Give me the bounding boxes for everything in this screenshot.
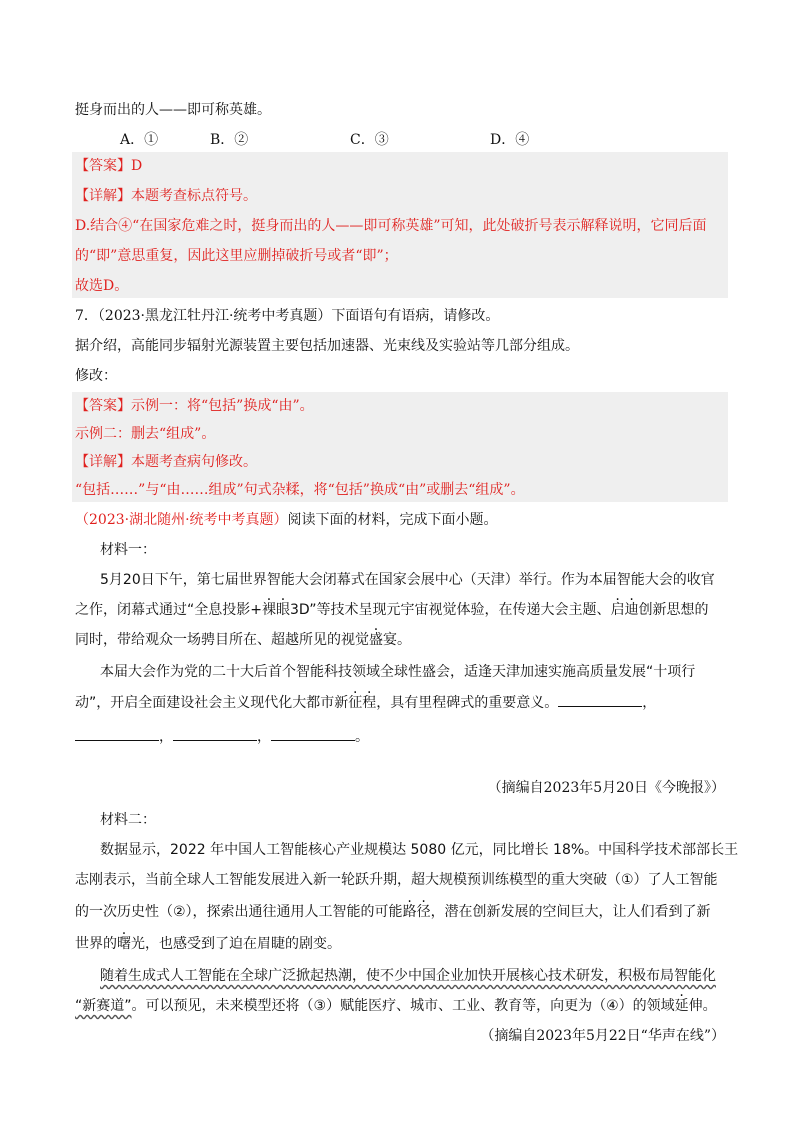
q7-answer-1: 【答案】示例一：将“包括”换成“由”。 [75,398,314,414]
q8-intro [75,510,498,530]
dotted-char: 径 [416,904,431,920]
text-span: ，具有里程碑式的重要意义。 [376,695,559,711]
text-span: ， [257,729,271,745]
text-span: 光，也感受到了迫在眉睫的剧变。 [131,936,341,952]
material-1-p1-line-3 [75,630,411,650]
answer-blank[interactable] [75,726,159,741]
material-1-p1-line-1: 5月20日下午，第七届世界智能大会闭幕式在国家会展中心（天津）举行。作为本届智能大会的收官 [100,572,715,588]
answer-blank[interactable] [173,726,257,741]
q8-instruction: 阅读下面的材料，完成下面小题。 [287,512,498,528]
q6-option-b: B．② [210,132,249,148]
text-span: 世界的 [75,936,117,952]
dotted-char: 延 [674,998,689,1014]
text-span: 同时，带给观众一场 [75,632,201,648]
text-span: 伸。 [688,998,717,1014]
text-span: ， [642,695,657,711]
q7-answer-2: 示例二：删去“组成”。 [75,426,216,442]
material-2-source: （摘编自2023年5月22日“华声在线”） [480,1028,725,1044]
answer-blank[interactable] [558,692,642,707]
q6-detail-line-1: D.结合④“在国家危难之时，挺身而出的人——即可称英雄”可知，此处破折号表示解释说明，它同后面 [75,218,707,234]
q6-detail-line-3: 故选D。 [75,278,129,294]
material-2-p2-line-2 [75,996,717,1016]
material-1-p1-line-2 [75,600,709,620]
wavy-underlined-text: 随着生成式人工智能在全球广泛掀起热潮，使不少中国企业加快开展核心技术研发，积极布局智能化 [100,968,716,984]
text-span: 宴。 [383,632,411,648]
material-2-p1-line-3 [75,902,711,922]
q6-option-a: A．① [120,132,159,148]
material-2-p1-line-1: 数据显示，2022 年中国人工智能核心产业规模达 5080 亿元，同比增长 18%。中国科学技术部部长王 [100,842,739,858]
text-span: 。 [355,729,369,745]
text-span: ， [159,729,173,745]
material-2-p2-line-1 [100,966,716,986]
q6-option-d: D．④ [490,132,530,148]
text-span: 。可以预见，未来模型还将（③）赋能医疗、城市、工业、教育等，向更为（④）的领域 [131,998,675,1014]
material-2-p1-line-4 [75,934,341,954]
answer-blank[interactable] [271,726,355,741]
text-span: 之作，闭幕式通过“全息投影+ [75,602,262,618]
dotted-char: 眼 [275,602,290,618]
wavy-underlined-text: “新赛道” [75,998,132,1014]
dotted-char: 迪 [624,602,639,618]
q6-answer: 【答案】D [75,158,143,174]
dotted-char: 盛 [369,632,383,648]
q6-stem-end: 挺身而出的人——即可称英雄。 [75,102,271,118]
material-1-blanks-line [75,726,369,747]
material-1-source: （摘编自2023年5月20日《今晚报》） [487,780,725,796]
dotted-char: 程 [362,695,377,711]
text-span: 3D”等技术呈现元宇宙视觉体验，在传递大会主题、 [289,602,611,618]
q7-sentence: 据介绍，高能同步辐射光源装置主要包括加速器、光束线及实验站等几部分组成。 [75,338,579,354]
q8-source: （2023·湖北随州·统考中考真题） [75,512,288,528]
dotted-char: 裸 [261,602,276,618]
text-span: 骋目所在、超越所见的视觉 [201,632,369,648]
text-span: 动”，开启全面建设社会主义现代化大都市新 [75,695,349,711]
q6-detail-line-2: 的“即”意思重复，因此这里应删掉破折号或者“即”； [75,248,398,264]
q7-modify-label: 修改： [75,368,117,384]
material-2-title: 材料二： [100,812,156,828]
q7-detail-title: 【详解】本题考查病句修改。 [75,454,257,470]
material-2-p1-line-2: 志刚表示，当前全球人工智能发展进入新一轮跃升期，超大规模预训练模型的重大突破（①）了人工智能 [75,872,718,888]
q7-detail-line: “包括……”与“由……组成”句式杂糅，将“包括”换成“由”或删去“组成”。 [75,482,525,498]
q7-stem: 7．（2023·黑龙江牡丹江·统考中考真题）下面语句有语病，请修改。 [75,308,500,324]
material-1-p2-line-2 [75,692,656,713]
q6-detail-title: 【详解】本题考查标点符号。 [75,188,257,204]
text-span: 的一次历史性（②），探索出通往通用人工智能的可能 [75,904,403,920]
text-span: 创新思想的 [638,602,709,618]
q6-option-c: C．③ [350,132,389,148]
dotted-char: 路 [402,904,417,920]
dotted-char: 征 [348,695,363,711]
text-span: ，潜在创新发展的空间巨大，让人们看到了新 [430,904,711,920]
material-1-title: 材料一： [100,542,156,558]
dotted-char: 启 [610,602,625,618]
dotted-char: 曙 [117,936,131,952]
material-1-p2-line-1: 本届大会作为党的二十大后首个智能科技领域全球性盛会，适逢天津加速实施高质量发展“十项行 [100,664,696,680]
